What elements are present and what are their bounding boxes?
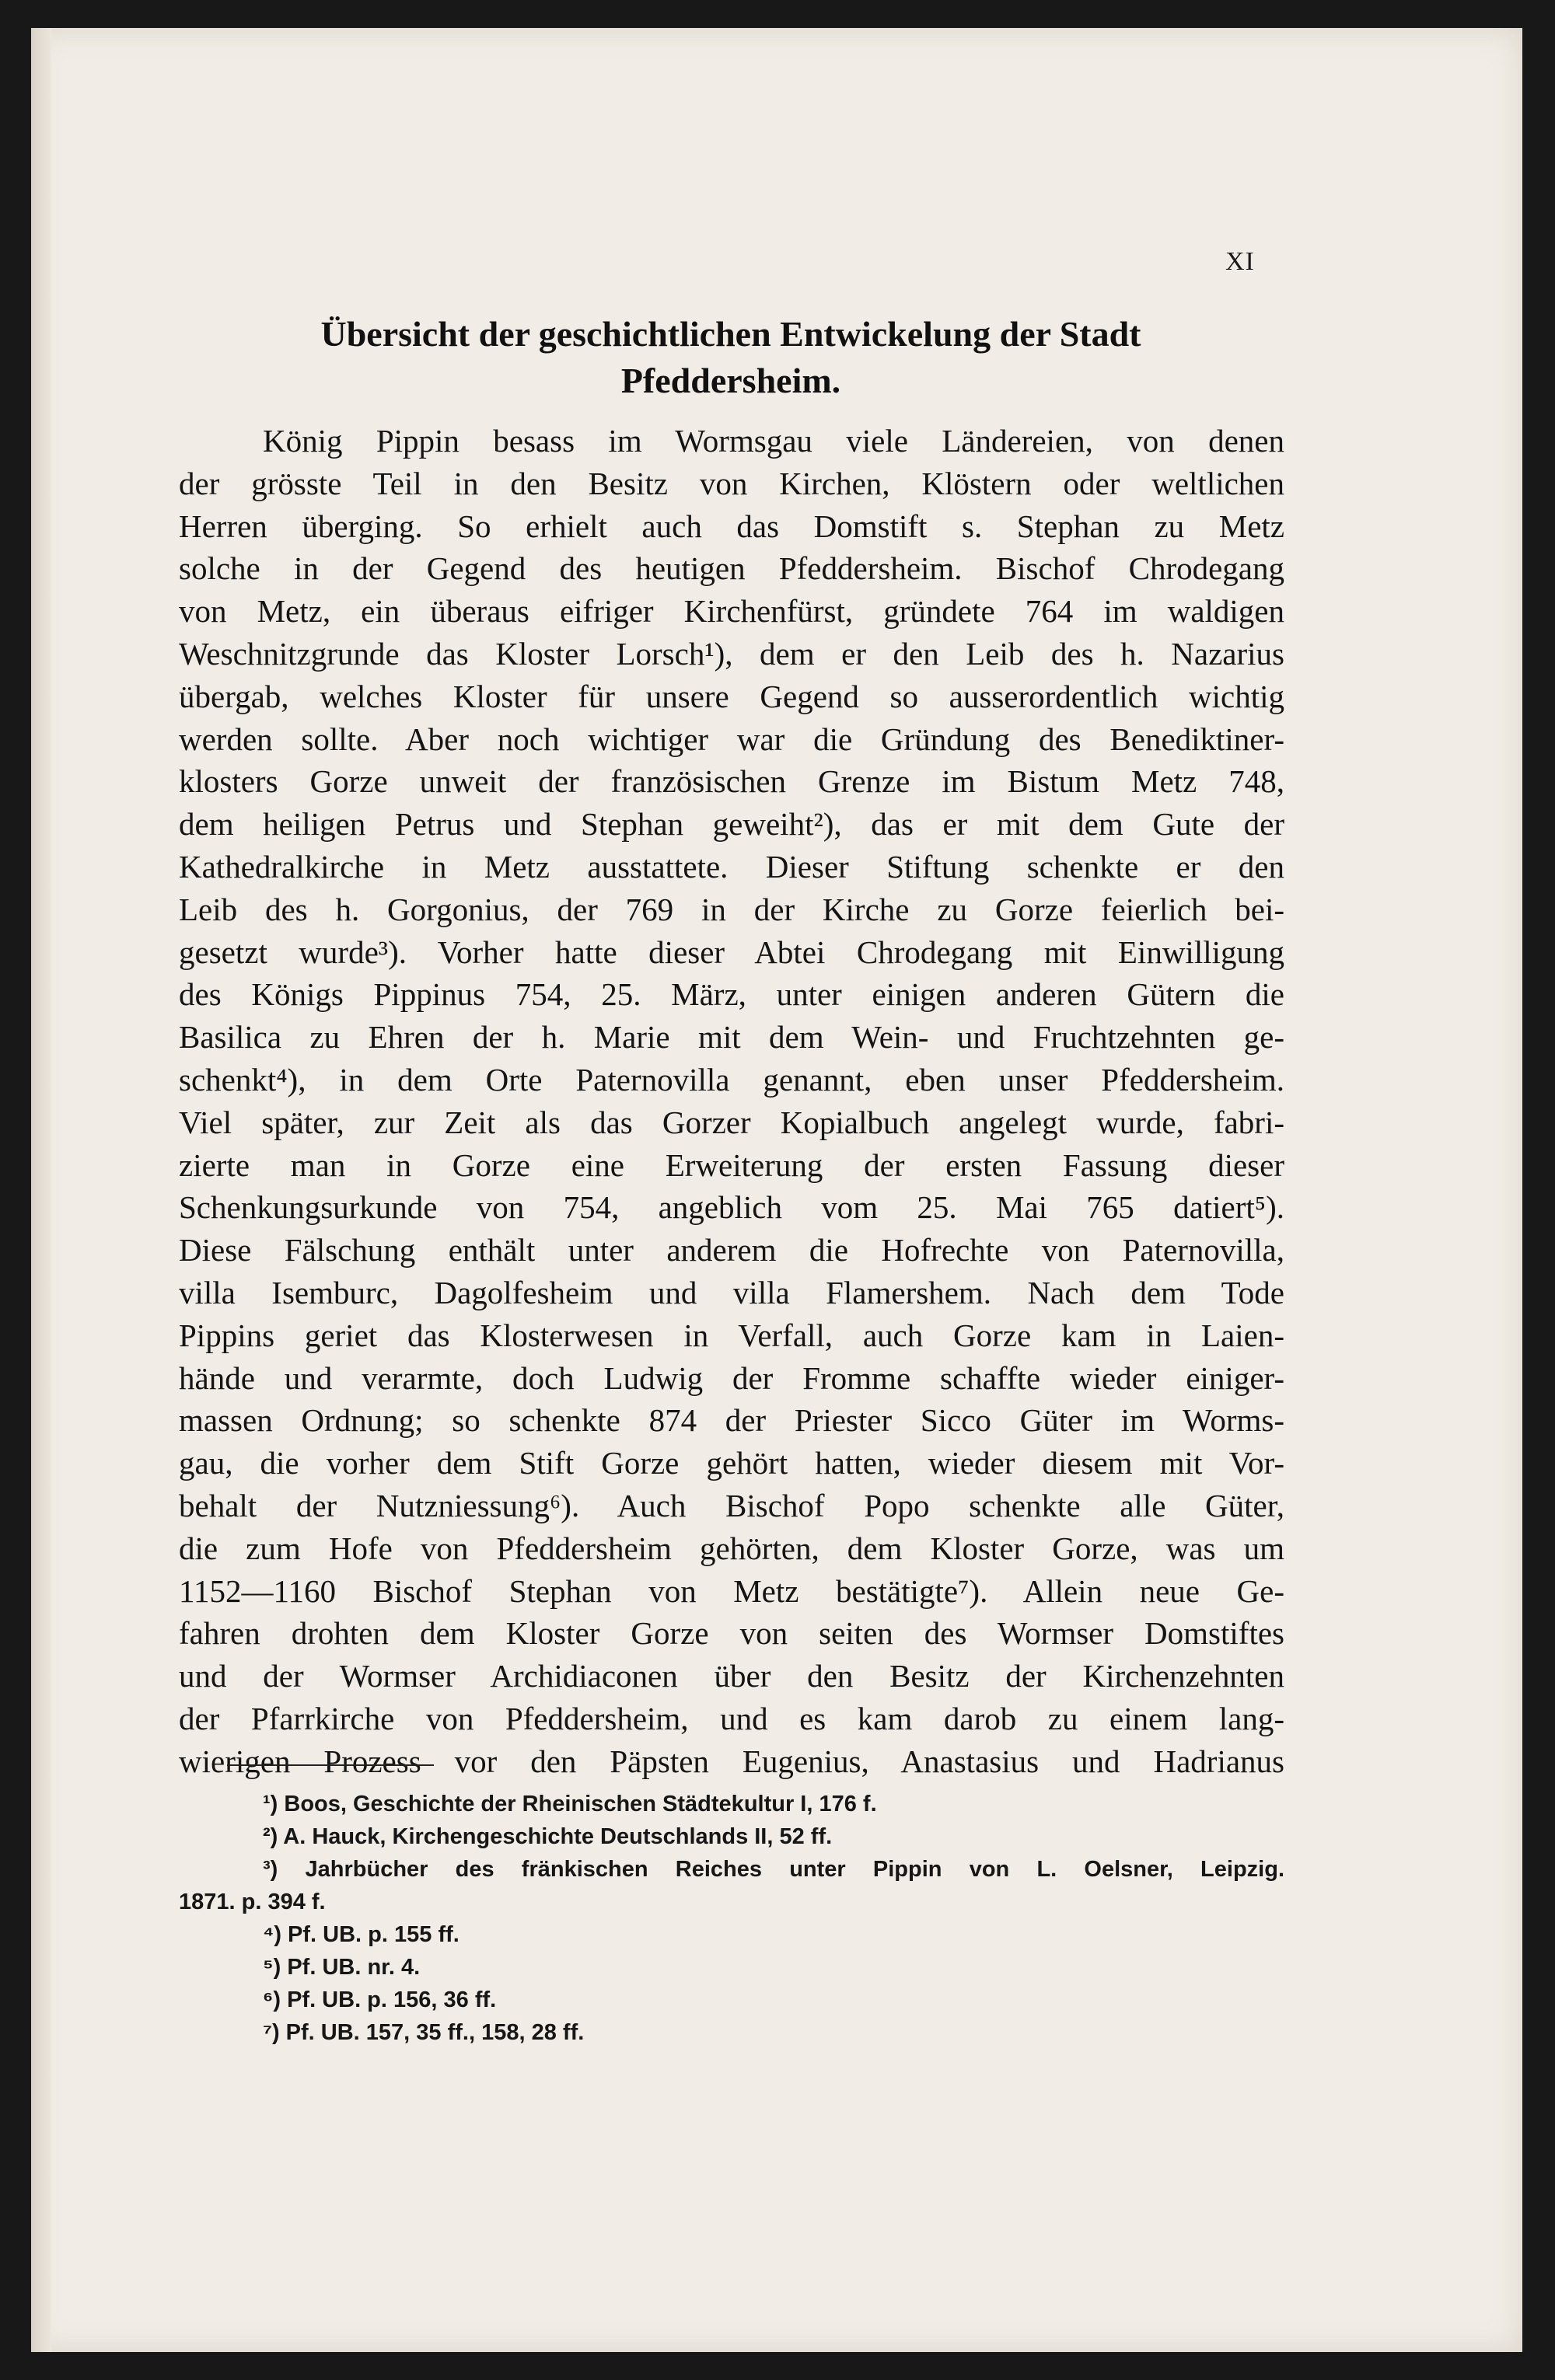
body-line: Schenkungsurkunde von 754, angeblich vom 25. Mai 765 datiert⁵). (179, 1189, 1284, 1226)
footnote-3-continued: 1871. p. 394 f. (179, 1890, 326, 1914)
body-line: wierigen Prozess vor den Päpsten Eugenius, Anastasius und Hadrianus (179, 1743, 1284, 1779)
body-line: massen Ordnung; so schenkte 874 der Priester Sicco Güter im Worms- (179, 1402, 1284, 1439)
footnote-2: ²) A. Hauck, Kirchengeschichte Deutschlands II, 52 ff. (263, 1824, 833, 1849)
footnote-6: ⁶) Pf. UB. p. 156, 36 ff. (263, 1987, 497, 2012)
footnote-4: ⁴) Pf. UB. p. 155 ff. (263, 1922, 460, 1947)
body-line: schenkt⁴), in dem Orte Paternovilla genannt, eben unser Pfeddersheim. (179, 1061, 1284, 1098)
body-line: von Metz, ein überaus eifriger Kirchenfürst, gründete 764 im waldigen (179, 593, 1284, 630)
body-line: des Königs Pippinus 754, 25. März, unter einigen anderen Gütern die (179, 976, 1284, 1013)
page-gutter-edge (31, 28, 51, 2352)
footnote-divider (227, 1764, 434, 1766)
footnote-7: ⁷) Pf. UB. 157, 35 ff., 158, 28 ff. (263, 2020, 585, 2045)
body-line: behalt der Nutzniessung⁶). Auch Bischof Popo schenkte alle Güter, (179, 1487, 1284, 1523)
body-line: Diese Fälschung enthält unter anderem die Hofrechte von Paternovilla, (179, 1232, 1284, 1269)
body-line: Pippins geriet das Klosterwesen in Verfall, auch Gorze kam in Laien- (179, 1317, 1284, 1353)
body-line: fahren drohten dem Kloster Gorze von seiten des Wormser Domstiftes (179, 1615, 1284, 1652)
body-line: Herren überging. So erhielt auch das Domstift s. Stephan zu Metz (179, 508, 1284, 544)
body-line: villa Isemburc, Dagolfesheim und villa Flamershem. Nach dem Tode (179, 1274, 1284, 1310)
body-line: der Pfarrkirche von Pfeddersheim, und es kam darob zu einem lang- (179, 1700, 1284, 1736)
body-line: solche in der Gegend des heutigen Pfeddersheim. Bischof Chrodegang (179, 550, 1284, 587)
body-line: übergab, welches Kloster für unsere Gegend so ausserordentlich wichtig (179, 678, 1284, 714)
body-line: zierte man in Gorze eine Erweiterung der ersten Fassung dieser (179, 1146, 1284, 1183)
chapter-title (179, 311, 1283, 404)
body-line: hände und verarmte, doch Ludwig der Fromme schaffte wieder einiger- (179, 1359, 1284, 1396)
body-line: die zum Hofe von Pfeddersheim gehörten, dem Kloster Gorze, was um (179, 1530, 1284, 1566)
body-line: und der Wormser Archidiaconen über den Besitz der Kirchenzehnten (179, 1658, 1284, 1694)
body-line: Basilica zu Ehren der h. Marie mit dem Wein- und Fruchtzehnten ge- (179, 1019, 1284, 1056)
body-line: Viel später, zur Zeit als das Gorzer Kopialbuch angelegt wurde, fabri- (179, 1104, 1284, 1140)
body-line: König Pippin besass im Wormsgau viele Ländereien, von denen (263, 423, 1284, 459)
body-line: Leib des h. Gorgonius, der 769 in der Kirche zu Gorze feierlich bei- (179, 891, 1284, 927)
page-number: XI (1225, 247, 1255, 276)
footnote-3: ³) Jahrbücher des fränkischen Reiches unter Pippin von L. Oelsner, Leipzig. (263, 1857, 1284, 1882)
body-line: 1152—1160 Bischof Stephan von Metz bestätigte⁷). Allein neue Ge- (179, 1572, 1284, 1609)
body-line: gau, die vorher dem Stift Gorze gehört hatten, wieder diesem mit Vor- (179, 1445, 1284, 1481)
body-line: klosters Gorze unweit der französischen Grenze im Bistum Metz 748, (179, 763, 1284, 800)
body-line: dem heiligen Petrus und Stephan geweiht²), das er mit dem Gute der (179, 806, 1284, 843)
body-line: Weschnitzgrunde das Kloster Lorsch¹), dem er den Leib des h. Nazarius (179, 635, 1284, 672)
body-line: werden sollte. Aber noch wichtiger war die Gründung des Benediktiner- (179, 721, 1284, 757)
body-paragraph (179, 420, 1284, 1783)
chapter-title-line-2: Pfeddersheim. (620, 361, 841, 400)
body-line: der grösste Teil in den Besitz von Kirchen, Klöstern oder weltlichen (179, 465, 1284, 501)
body-line: Kathedralkirche in Metz ausstattete. Dieser Stiftung schenkte er den (179, 848, 1284, 885)
chapter-title-line-1: Übersicht der geschichtlichen Entwickelung der Stadt (320, 314, 1141, 354)
footnote-1: ¹) Boos, Geschichte der Rheinischen Städtekultur I, 176 f. (263, 1792, 877, 1816)
footnote-5: ⁵) Pf. UB. nr. 4. (263, 1955, 421, 1980)
body-line: gesetzt wurde³). Vorher hatte dieser Abtei Chrodegang mit Einwilligung (179, 934, 1284, 970)
footnotes (179, 1788, 1284, 2049)
